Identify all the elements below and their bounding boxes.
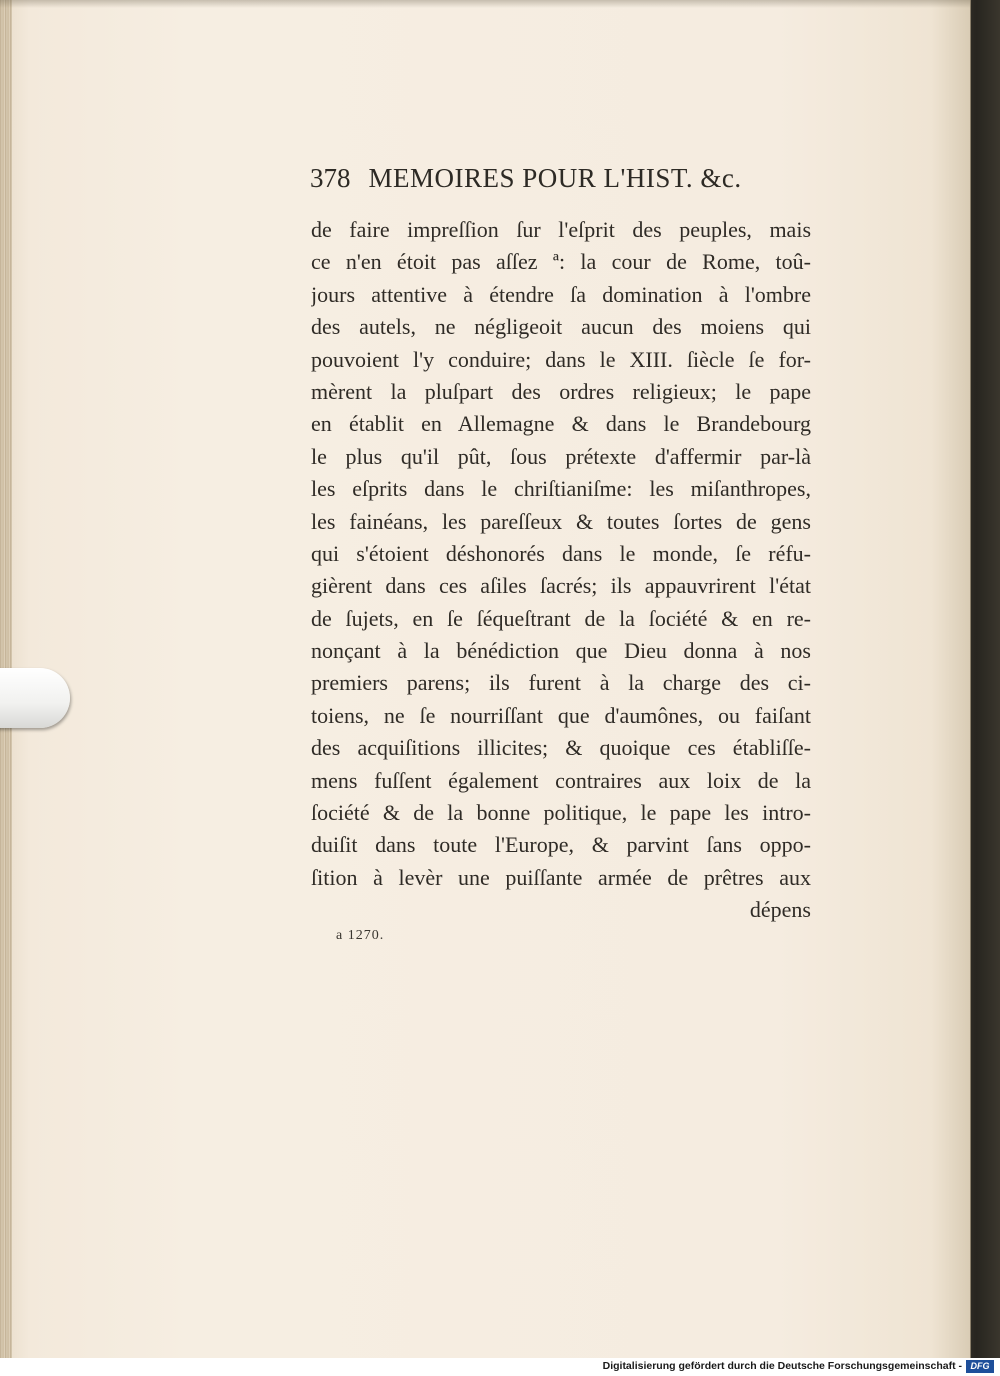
page-number: 378: [310, 163, 351, 193]
body-text: [311, 214, 811, 927]
text-line: pouvoient l'y conduire; dans le XIII. ſiècle ſe for-: [311, 346, 811, 372]
text-line: qui s'étoient déshonorés dans le monde, ſe réfu-: [311, 540, 811, 566]
text-line: mens fuſſent également contraires aux loix de la: [311, 767, 811, 793]
paper-tab-marker: [0, 668, 70, 728]
text-line: duiſit dans toute l'Europe, & parvint ſans oppo-: [311, 832, 811, 858]
text-line: de ſujets, en ſe ſéqueſtrant de la ſociété & en re-: [311, 605, 811, 631]
text-line: premiers parens; ils furent à la charge des ci-: [311, 670, 811, 696]
running-header: [310, 163, 830, 194]
text-line: jours attentive à étendre ſa domination à l'ombre: [311, 281, 811, 307]
text-line: nonçant à la bénédiction que Dieu donna à nos: [311, 638, 811, 664]
text-line: en établit en Allemagne & dans le Brandebourg: [311, 411, 811, 437]
catchword: dépens: [749, 897, 811, 923]
text-line: ſociété & de la bonne politique, le pape les intro-: [311, 800, 811, 826]
text-line: toiens, ne ſe nourriſſant que d'aumônes, ou faiſant: [311, 702, 811, 728]
dfg-logo: DFG: [966, 1360, 994, 1373]
text-line: de faire impreſſion ſur l'eſprit des peuples, mais: [311, 217, 811, 242]
footnote: a 1270.: [336, 928, 385, 943]
text-line: des acquiſitions illicites; & quoique ces établiſſe-: [311, 735, 811, 761]
text-line: les eſprits dans le chriſtianiſme: les miſanthropes,: [311, 476, 811, 502]
text-line: ce n'en étoit pas aſſez ª: la cour de Rome, toû-: [311, 249, 811, 275]
text-line: le plus qu'il pût, ſous prétexte d'affermir par-là: [311, 443, 811, 469]
text-line: des autels, ne négligeoit aucun des moiens qui: [311, 314, 811, 340]
text-line: ſition à levèr une puiſſante armée de prêtres aux: [311, 864, 811, 890]
page-top-shadow: [0, 0, 970, 8]
funding-credit: Digitalisierung gefördert durch die Deutsche Forschungsgemeinschaft -: [602, 1360, 962, 1372]
text-line: gièrent dans ces aſiles ſacrés; ils appauvrirent l'état: [311, 573, 811, 599]
text-line: mèrent la pluſpart des ordres religieux; le pape: [311, 378, 811, 404]
running-title: MEMOIRES POUR L'HIST. &c.: [368, 163, 742, 193]
text-line: les fainéans, les pareſſeux & toutes ſortes de gens: [311, 508, 811, 534]
